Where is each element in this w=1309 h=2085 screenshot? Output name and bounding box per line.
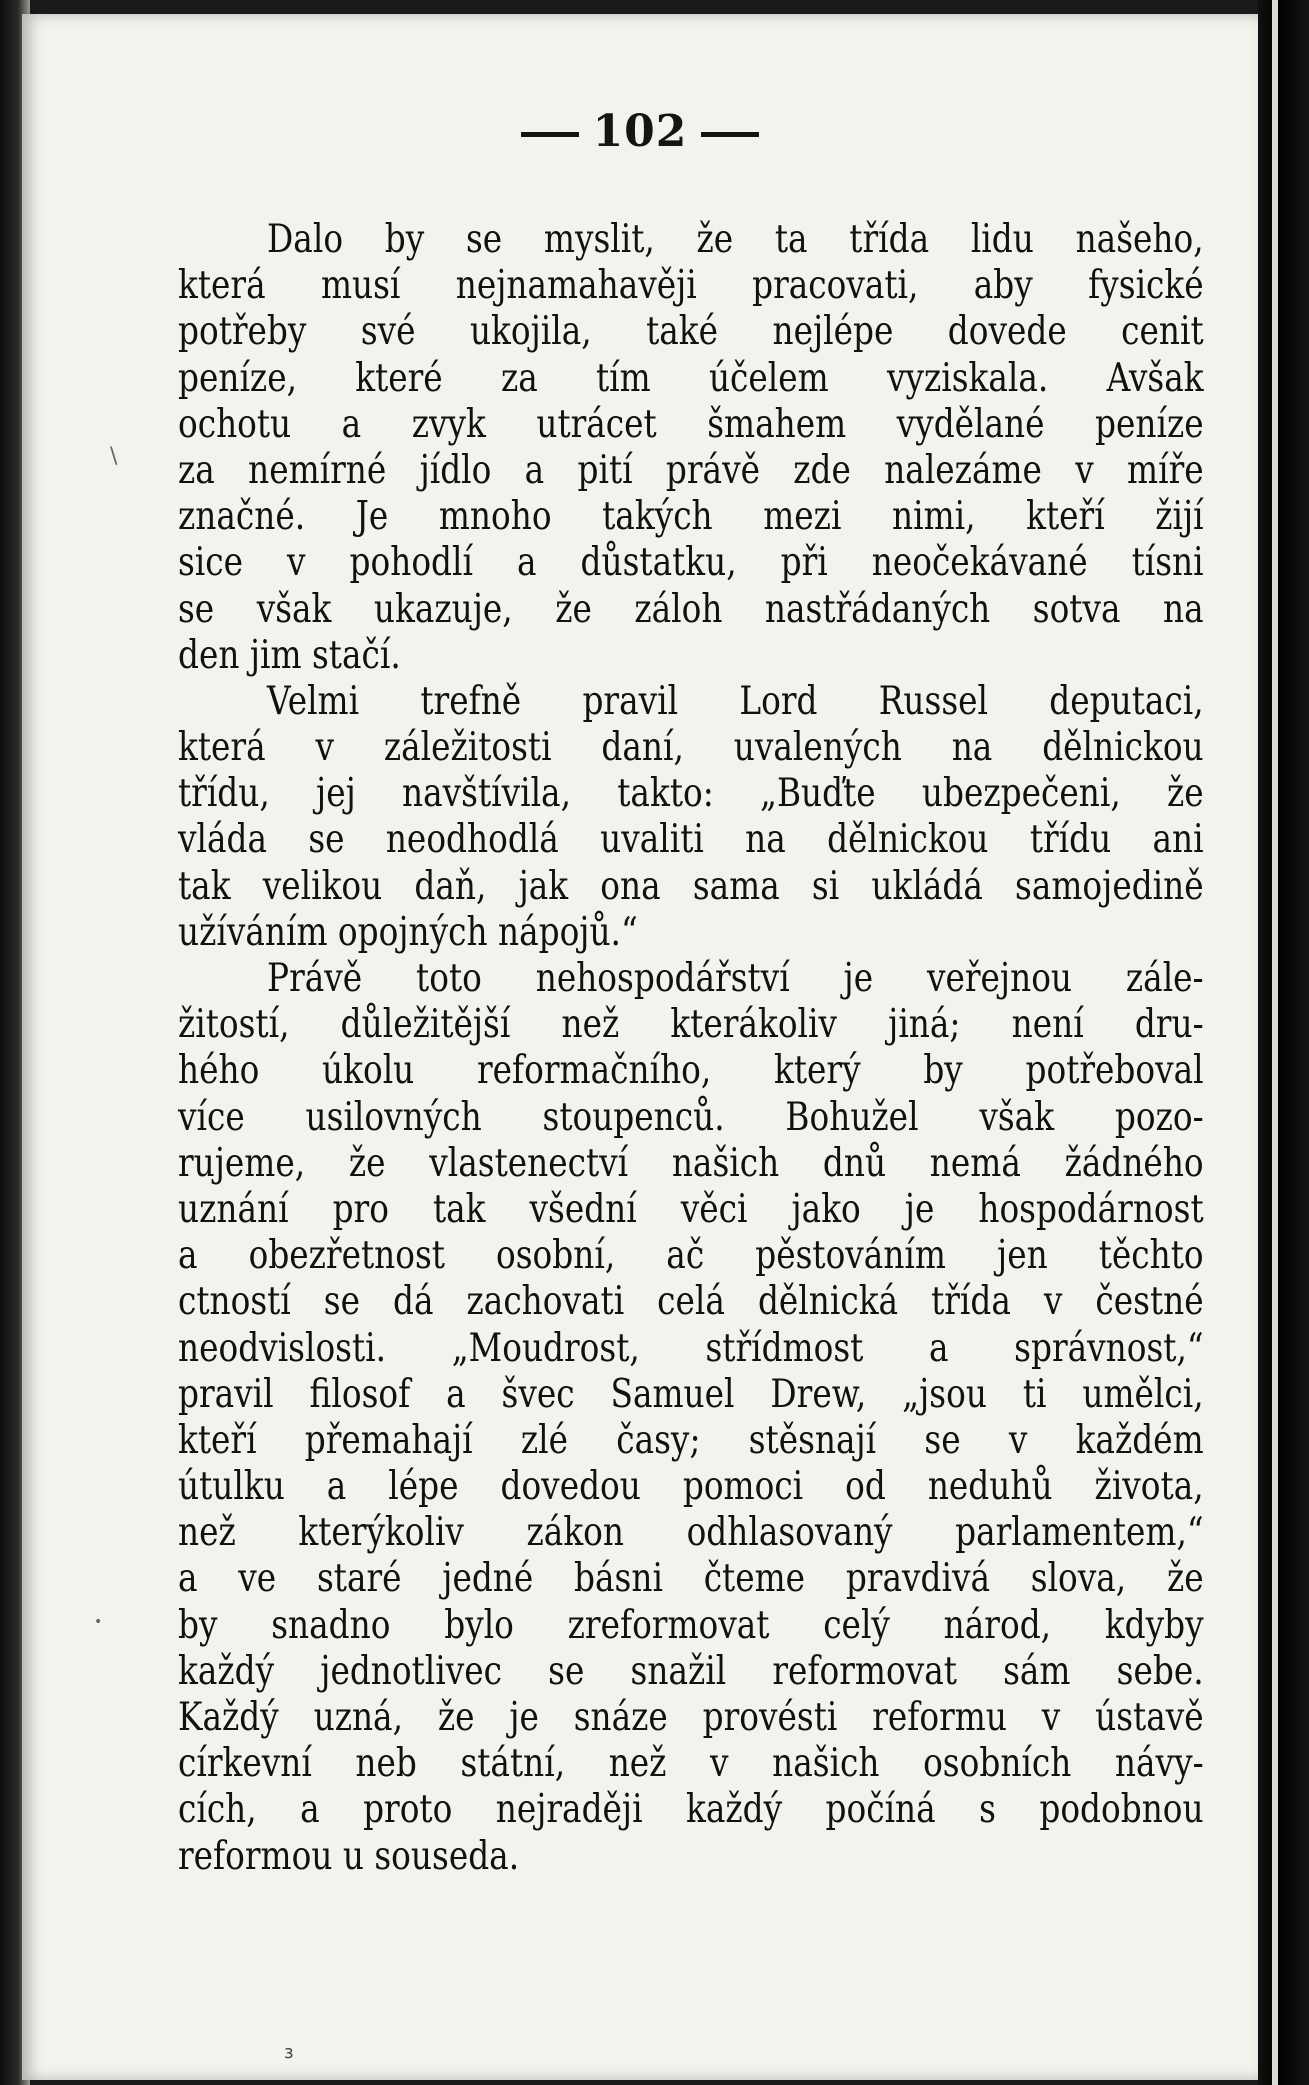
book-page (22, 14, 1258, 2080)
body-text (178, 217, 1204, 1880)
paragraph (178, 956, 1204, 1880)
text-line: Každý uzná, že je snáze provésti reformu v ústavě (178, 1695, 1204, 1740)
text-line: žitostí, důležitější než kterákoliv jiná; není dru- (178, 1002, 1204, 1048)
text-line: která v záležitosti daní, uvalených na dělnickou (178, 725, 1204, 771)
text-line: Právě toto nehospodářství je veřejnou zále- (267, 956, 1204, 1001)
text-line: více usilovných stoupenců. Bohužel však pozo- (178, 1094, 1204, 1140)
text-line: ctností se dá zachovati celá dělnická třída v čestné (178, 1279, 1204, 1325)
text-line: ochotu a zvyk utrácet šmahem vydělané peníze (178, 401, 1204, 447)
text-line: třídu, jej navštívila, takto: „Buďte ubezpečeni, že (178, 771, 1204, 817)
text-line: hého úkolu reformačního, který by potřeboval (178, 1048, 1204, 1094)
text-line: užíváním opojných nápojů.“ (178, 909, 638, 955)
text-line: tak velikou daň, jak ona sama si ukládá samojedině (178, 863, 1204, 909)
print-speck: • (94, 1614, 103, 1630)
text-line: kteří přemahají zlé časy; stěsnají se v každém (178, 1417, 1204, 1463)
text-line: cích, a proto nejraději každý počíná s podobnou (178, 1787, 1204, 1833)
text-line: každý jednotlivec se snažil reformovat sám sebe. (178, 1648, 1204, 1694)
text-line: potřeby své ukojila, také nejlépe dovede cenit (178, 309, 1204, 355)
text-line: Velmi trefně pravil Lord Russel deputaci, (267, 678, 1204, 724)
text-line: neodvislosti. „Moudrost, střídmost a správnost,“ (178, 1325, 1204, 1371)
text-line: pravil filosof a švec Samuel Drew, „jsou ti umělci, (178, 1371, 1204, 1417)
text-line: značné. Je mnoho takých mezi nimi, kteří žijí (178, 494, 1204, 540)
next-page-edge (1272, 0, 1278, 2085)
paragraph (178, 679, 1204, 956)
text-line: útulku a lépe dovedou pomoci od neduhů života, (178, 1464, 1204, 1510)
text-line: církevní neb státní, než v našich osobních návy- (178, 1741, 1204, 1787)
text-line: která musí nejnamahavěji pracovati, aby fysické (178, 263, 1204, 309)
text-line: Dalo by se myslit, že ta třída lidu našeho, (267, 217, 1204, 262)
text-line: a obezřetnost osobní, ač pěstováním jen těchto (178, 1233, 1204, 1279)
text-line: vláda se neodhodlá uvaliti na dělnickou třídu ani (178, 817, 1204, 863)
bottom-print-mark: з (284, 2042, 294, 2063)
text-line: za nemírné jídlo a pití právě zde nalezáme v míře (178, 447, 1204, 493)
text-line: než kterýkoliv zákon odhlasovaný parlamentem,“ (178, 1510, 1204, 1556)
text-line: by snadno bylo zreformovat celý národ, kdyby (178, 1602, 1204, 1648)
dash-right (701, 132, 759, 137)
page-number: 102 (592, 106, 688, 157)
scan-right-edge (1258, 0, 1309, 2085)
text-line: uznání pro tak všední věci jako je hospodárnost (178, 1186, 1204, 1232)
text-line: den jim stačí. (178, 632, 401, 678)
text-line: rujeme, že vlastenectví našich dnů nemá žádného (178, 1140, 1204, 1186)
paragraph (178, 217, 1204, 679)
print-speck: \ (110, 444, 118, 469)
text-line: sice v pohodlí a důstatku, při neočekávané tísni (178, 540, 1204, 586)
text-line: se však ukazuje, že záloh nastřádaných sotva na (178, 586, 1204, 632)
page-number-header (22, 106, 1258, 157)
text-line: reformou u souseda. (178, 1833, 520, 1879)
text-line: a ve staré jedné básni čteme pravdivá slova, že (178, 1556, 1204, 1602)
text-line: peníze, které za tím účelem vyziskala. Avšak (178, 355, 1204, 401)
dash-left (521, 132, 579, 137)
